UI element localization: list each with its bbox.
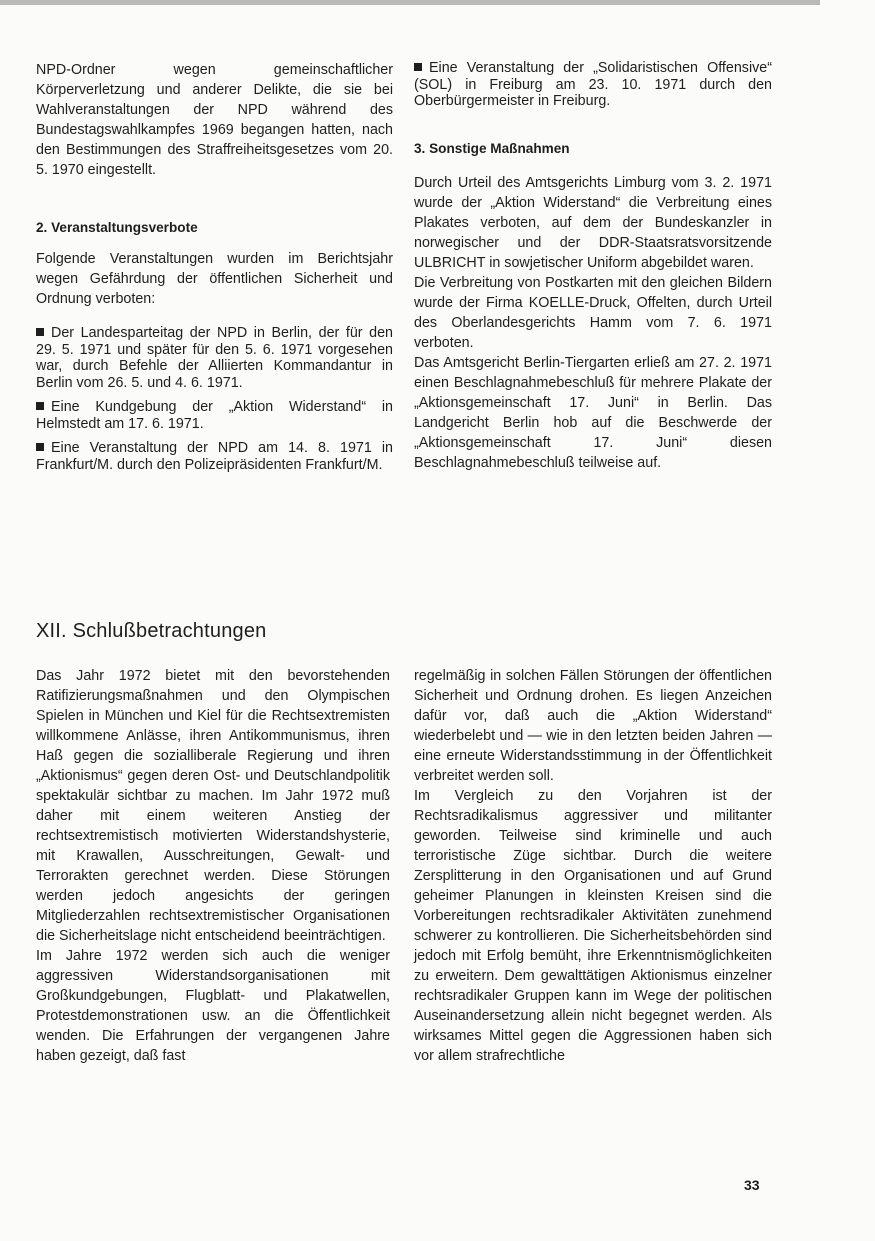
left-column-bottom: [36, 666, 390, 1066]
section-heading-sonstige-massnahmen: 3. Sonstige Maßnahmen: [414, 140, 570, 156]
paragraph: Durch Urteil des Amtsgerichts Limburg vom 3. 2. 1971 wurde der „Aktion Widerstand“ die Verbreitung eines Plakates verboten, auf dem der Bundeskanzler in norwegischer und der DDR-Staatsratsvorsitzende ULBRICHT in sowjetischer Uniform abgebildet waren.: [414, 174, 772, 271]
list-item: Eine Veranstaltung der „Solidaristischen Offensive“ (SOL) in Freiburg am 23. 10. 1971 durch den Oberbürgermeister in Freiburg.: [414, 60, 772, 109]
paragraph: Folgende Veranstaltungen wurden im Berichtsjahr wegen Gefährdung der öffentlichen Sicherheit und Ordnung verboten:: [36, 251, 393, 307]
page-number: 33: [744, 1177, 760, 1193]
paragraph: Im Vergleich zu den Vorjahren ist der Rechtsradikalismus aggressiver und militanter geworden. Teilweise sind kriminelle und auch terroristische Züge sichtbar. Durch die weitere Zersplitterung in den Organisationen und auf Grund geheimer Planungen in kleinsten Kreisen sind die Vorbereitungen rechtsradikaler Aktivitäten zunehmend schwerer zu kontrollieren. Die Sicherheitsbehörden sind jedoch mit Erfolg bemüht, ihre Erkenntnismöglichkeiten zu erweitern. Dem gewalttätigen Aktionismus einzelner rechtsradikaler Gruppen kann im Wege der politischen Auseinandersetzung allein nicht begegnet werden. Als wirksames Mittel gegen die Aggressionen haben sich vor allem strafrechtliche: [414, 788, 772, 1064]
square-bullet-icon: [36, 328, 44, 336]
paragraph: Das Jahr 1972 bietet mit den bevorstehenden Ratifizierungsmaßnahmen und den Olympischen Spielen in München und Kiel für die Rechtsextremisten willkommene Anlässe, ihren Antikommunismus, ihren Haß gegen die sozialliberale Regierung und ihren „Aktionismus“ gegen deren Ost- und Deutschlandpolitik spektakulär sichtbar zu machen. Im Jahr 1972 muß daher mit einem weiteren Anstieg der rechtsextremistisch motivierten Widerstandshysterie, mit Krawallen, Ausschreitungen, Gewalt- und Terrorakten gerechnet werden. Diese Störungen werden jedoch angesichts der geringen Mitgliederzahlen rechtsextremistischer Organisationen die Sicherheitslage nicht entscheidend beeinträchtigen.: [36, 668, 390, 944]
square-bullet-icon: [36, 443, 44, 451]
list-item: Eine Kundgebung der „Aktion Widerstand“ in Helmstedt am 17. 6. 1971.: [36, 399, 393, 432]
right-column-top: [414, 60, 772, 473]
square-bullet-icon: [36, 402, 44, 410]
paragraph: Das Amtsgericht Berlin-Tiergarten erließ am 27. 2. 1971 einen Beschlagnahmebeschluß für mehrere Plakate der „Aktionsgemeinschaft 17. Juni“ in Berlin. Das Landgericht Berlin hob auf die Beschwerde der „Aktionsgemeinschaft 17. Juni“ diesen Beschlagnahmebeschluß teilweise auf.: [414, 354, 772, 471]
scan-top-edge: [0, 0, 820, 5]
section-heading-veranstaltungsverbote: 2. Veranstaltungsverbote: [36, 220, 198, 235]
paragraph: Die Verbreitung von Postkarten mit den gleichen Bildern wurde der Firma KOELLE-Druck, Offelten, durch Urteil des Oberlandesgerichts Hamm vom 7. 6. 1971 verboten.: [414, 274, 772, 351]
paragraph: NPD-Ordner wegen gemeinschaftlicher Körperverletzung und anderer Delikte, die sie bei Wahlveranstaltungen der NPD während des Bundestagswahlkampfes 1969 begangen hatten, nach den Bestimmungen des Straffreiheitsgesetzes vom 20. 5. 1970 eingestellt.: [36, 62, 393, 178]
paragraph: regelmäßig in solchen Fällen Störungen der öffentlichen Sicherheit und Ordnung drohen. Es liegen Anzeichen dafür vor, daß auch die „Aktion Widerstand“ wiederbelebt und — wie in den letzten beiden Jahren — eine erneute Widerstandsstimmung in der Öffentlichkeit verbreitet werden soll.: [414, 668, 772, 784]
paragraph: Im Jahre 1972 werden sich auch die weniger aggressiven Widerstandsorganisationen mit Großkundgebungen, Flugblatt- und Plakatwellen, Protestdemonstrationen usw. an die Öffentlichkeit wenden. Die Erfahrungen der vergangenen Jahre haben gezeigt, daß fast: [36, 948, 390, 1064]
square-bullet-icon: [414, 63, 422, 71]
chapter-title: XII. Schlußbetrachtungen: [36, 620, 267, 642]
list-item: Der Landesparteitag der NPD in Berlin, der für den 29. 5. 1971 und später für den 5. 6. 1971 vorgesehen war, durch Befehle der Alliierten Kommandantur in Berlin vom 26. 5. und 4. 6. 1971.: [36, 325, 393, 391]
right-column-bottom: [414, 666, 772, 1066]
left-column-top: [36, 60, 393, 473]
list-item: Eine Veranstaltung der NPD am 14. 8. 1971 in Frankfurt/M. durch den Polizeipräsidenten Frankfurt/M.: [36, 440, 393, 473]
